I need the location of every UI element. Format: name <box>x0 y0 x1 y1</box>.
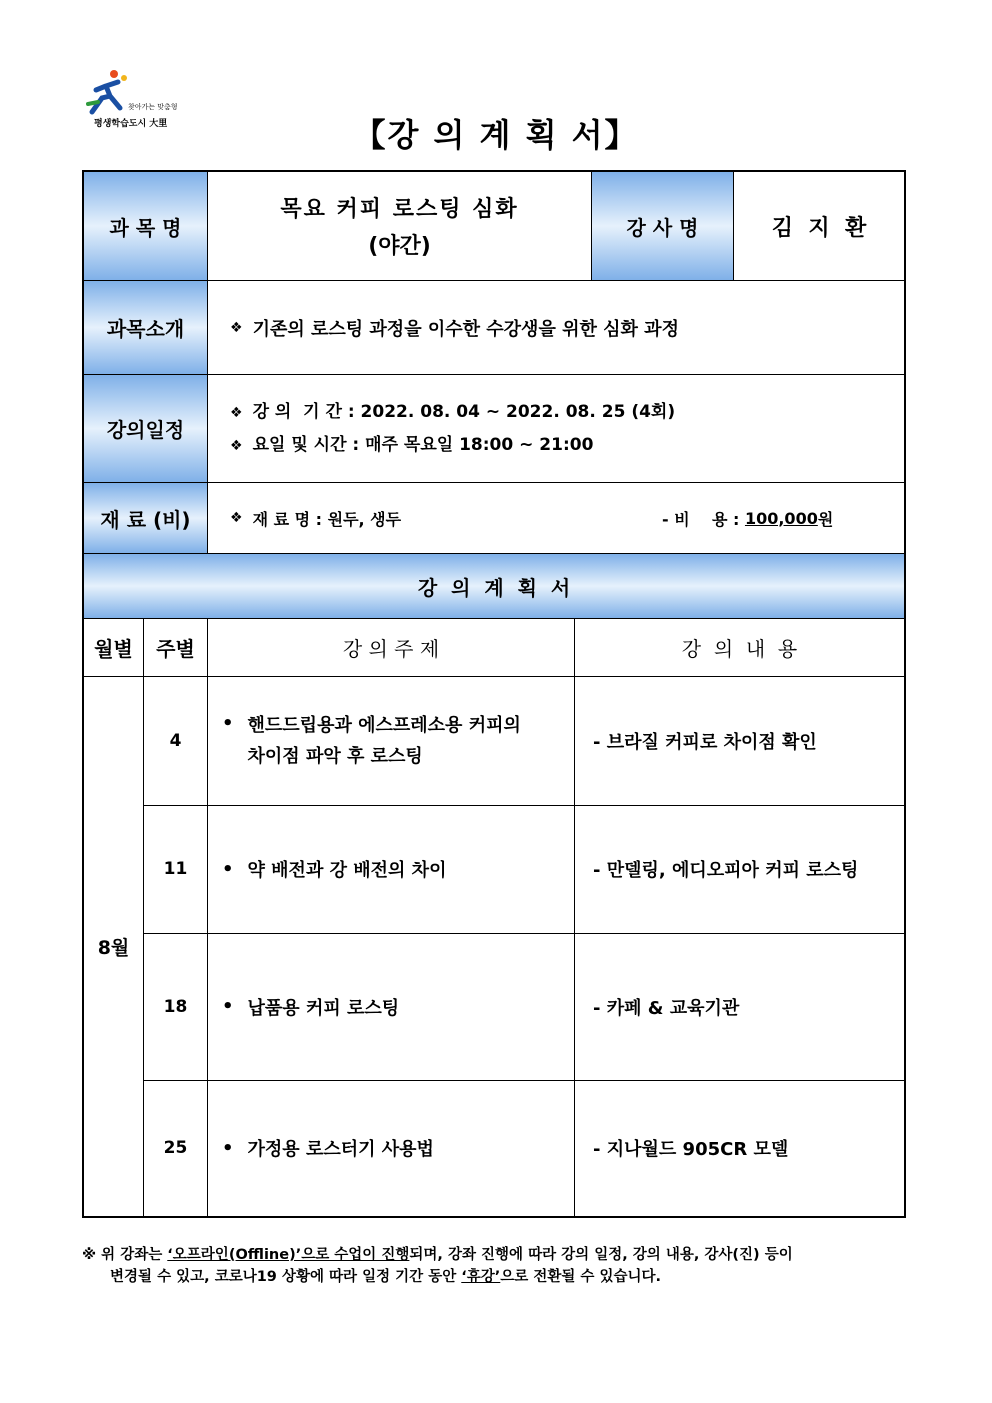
content-text: - 만델링, 에디오피아 커피 로스팅 <box>593 860 859 881</box>
plan-header-row <box>84 619 904 677</box>
bullet-icon: • <box>222 858 234 880</box>
plan-row <box>144 805 904 934</box>
materials-row <box>84 483 904 554</box>
intro-value <box>208 281 904 374</box>
note-rest2: 변경될 수 있고, 코로나19 상황에 따라 일정 기간 동안 <box>110 1269 462 1285</box>
month-cell: 8월 <box>84 677 144 1216</box>
subject-row <box>84 172 904 281</box>
intro-label: 과목소개 <box>84 281 208 374</box>
plan-row <box>144 933 904 1081</box>
note-mark: ※ 위 강좌는 <box>82 1247 168 1263</box>
footnote-line2 <box>82 1266 912 1288</box>
schedule-time: 요일 및 시간 : 매주 목요일 18:00 ~ 21:00 <box>252 434 594 455</box>
plan-banner-row <box>84 554 904 619</box>
note-rest3: 으로 전환될 수 있습니다. <box>500 1269 662 1285</box>
materials-cost-unit: 원 <box>817 509 834 529</box>
subject-line2: (야간) <box>368 234 431 259</box>
week-number: 25 <box>144 1080 208 1216</box>
intro-text: 기존의 로스팅 과정을 이수한 수강생을 위한 심화 과정 <box>252 318 679 340</box>
topic-line1: 핸드드립용과 에스프레소용 커피의 <box>247 715 521 736</box>
instructor-label: 강 사 명 <box>592 172 734 280</box>
week-number: 4 <box>144 677 208 805</box>
header-week: 주별 <box>144 619 208 676</box>
schedule-value <box>208 375 904 482</box>
plan-banner: 강 의 계 획 서 <box>84 554 904 618</box>
content-text: - 브라질 커피로 차이점 확인 <box>593 732 817 753</box>
diamond-bullet-icon: ❖ <box>230 404 243 421</box>
note-rest1: 되며, 강좌 진행에 따라 강의 일정, 강의 내용, 강사(진) 등이 <box>409 1247 793 1263</box>
diamond-bullet-icon: ❖ <box>230 437 243 454</box>
footnote <box>82 1244 912 1288</box>
intro-row <box>84 281 904 375</box>
topic-text <box>248 710 521 772</box>
materials-cost-cell <box>662 483 904 553</box>
header-month: 월별 <box>84 619 144 676</box>
logo-city: 평생학습도시 大里 <box>94 119 168 129</box>
logo-tagline: 찾아가는 맞춤형 <box>128 103 178 111</box>
subject-label: 과 목 명 <box>84 172 208 280</box>
bullet-icon: • <box>222 1137 234 1159</box>
schedule-period-line <box>230 396 675 429</box>
course-table <box>82 170 906 1218</box>
schedule-period: 강 의 기 간 : 2022. 08. 04 ~ 2022. 08. 25 (4회) <box>252 401 676 422</box>
topic-cell <box>208 805 575 933</box>
bullet-icon: • <box>222 996 234 1017</box>
materials-label: 재 료 (비) <box>84 483 208 553</box>
topic-cell <box>208 677 575 805</box>
diamond-bullet-icon: ❖ <box>230 510 243 526</box>
content-text: - 지나월드 905CR 모델 <box>593 1139 789 1160</box>
schedule-row <box>84 375 904 483</box>
content-text: - 카페 & 교육기관 <box>593 997 740 1019</box>
materials-name: 재 료 명 : 원두, 생두 <box>252 509 402 529</box>
topic-line1: 가정용 로스터기 사용법 <box>247 1139 434 1160</box>
topic-line1: 납품용 커피 로스팅 <box>247 997 400 1019</box>
diamond-bullet-icon: ❖ <box>230 319 243 336</box>
instructor-name: 김 지 환 <box>771 215 867 241</box>
note-offline: ‘오프라인(Offline)’으로 수업이 진행 <box>167 1247 410 1263</box>
topic-line2: 차이점 파악 후 로스팅 <box>247 746 423 767</box>
materials-cost-label: - 비 용 : <box>662 509 745 529</box>
subject-value <box>208 172 592 280</box>
plan-body <box>84 677 904 1216</box>
week-number: 11 <box>144 805 208 933</box>
plan-row <box>144 1080 904 1216</box>
schedule-time-line <box>230 429 593 462</box>
plan-row <box>144 677 904 806</box>
note-break: ‘휴강’ <box>461 1269 501 1285</box>
topic-cell <box>208 1080 575 1216</box>
schedule-label: 강의일정 <box>84 375 208 482</box>
bullet-icon: • <box>222 713 234 734</box>
topic-cell <box>208 933 575 1080</box>
week-number: 18 <box>144 933 208 1080</box>
topic-line1: 약 배전과 강 배전의 차이 <box>247 860 447 881</box>
footnote-line1 <box>82 1244 912 1266</box>
materials-cost-amount: 100,000 <box>744 508 818 528</box>
subject-line1: 목요 커피 로스팅 심화 <box>280 197 519 222</box>
header-content: 강 의 내 용 <box>681 637 798 661</box>
document-title: 【강 의 계 획 서】 <box>353 116 639 154</box>
header-topic: 강 의 주 제 <box>208 619 575 676</box>
materials-name-cell <box>208 483 638 553</box>
